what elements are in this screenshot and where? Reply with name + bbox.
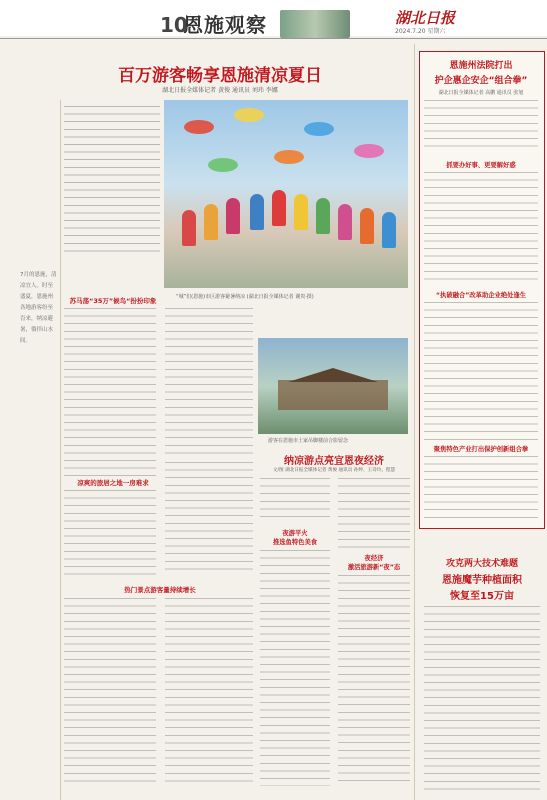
article-column xyxy=(165,598,253,786)
column-divider xyxy=(414,44,415,800)
article-column xyxy=(165,462,253,576)
secondary-photo xyxy=(258,338,408,434)
side-column xyxy=(20,270,58,347)
subhead-6b: 激活旅游新“夜”态 xyxy=(347,564,401,571)
article-column xyxy=(424,456,538,520)
article-column xyxy=(424,606,540,792)
subhead-4: 纳凉游点亮宜恩夜经济 xyxy=(284,456,384,467)
subhead-6a: 夜经济 xyxy=(364,555,384,562)
subhead-3: 热门景点游客量持续增长 xyxy=(124,586,196,594)
bottom-article-title-line1: 恩施魔芋种植面积 xyxy=(442,575,522,586)
boxed-article-title-line2: 护企惠企安企“组合拳” xyxy=(434,76,528,86)
page-number: 10 xyxy=(160,13,188,37)
subhead-4-byline: 文/图 湖北日报全媒体记者 黄俊 通讯员 孙婷、王诗玲、程慧 xyxy=(272,468,396,473)
main-photo xyxy=(164,100,408,288)
boxed-article-title-line1: 恩施州法院打出 xyxy=(449,61,513,71)
article-column xyxy=(424,100,538,152)
article-column xyxy=(64,308,156,476)
side-column-text: 7月的恩施，清凉宜人。时至盛夏，恩施州各地游客纷至沓来，纳凉避暑，徜徉山水间。 xyxy=(20,272,57,344)
boxed-subhead-3: 聚焦特色产业打出保护创新组合拳 xyxy=(433,446,529,453)
bottom-article-kicker: 攻克两大技术难题 xyxy=(445,559,518,569)
main-byline: 湖北日报全媒体记者 黄俊 通讯员 刘玮 李娜 xyxy=(162,87,278,94)
article-column xyxy=(64,490,156,576)
page-header xyxy=(0,0,547,36)
intro-paragraph xyxy=(64,106,160,256)
bottom-article-title-line2: 恢复至15万亩 xyxy=(450,591,514,602)
boxed-article-byline: 湖北日报全媒体记者 高鹏 通讯员 张旭 xyxy=(438,90,524,96)
secondary-photo-caption: 游客在恩施市土家吊脚楼前合影留念 xyxy=(268,438,349,444)
issue-date: 2024.7.20 星期六 xyxy=(395,28,446,35)
section-title: 恩施观察 xyxy=(183,13,267,37)
article-column xyxy=(165,308,253,458)
header-divider xyxy=(0,38,547,39)
boxed-subhead-1: 抓要办好事、更要解好惑 xyxy=(446,162,516,169)
column-divider xyxy=(60,100,61,800)
newspaper-logo: 湖北日报 xyxy=(395,9,456,27)
photo-caption: “城”们(恩施)市区游客避暑纳凉 (湖北日报全媒体记者 谢贵·摄) xyxy=(176,294,314,300)
subhead-5a: 夜游平火 xyxy=(282,530,308,537)
article-column xyxy=(64,598,156,786)
article-column xyxy=(338,478,410,550)
article-column xyxy=(260,478,330,522)
main-headline: 百万游客畅享恩施清凉夏日 xyxy=(118,66,322,86)
boxed-subhead-2: “执破融合”改革助企业绝处逢生 xyxy=(435,292,527,299)
subhead-1: 苏马荡“35万”候鸟“扮扮印象 xyxy=(69,297,157,305)
header-photo xyxy=(280,10,350,38)
subhead-5b: 推选鱼特色美食 xyxy=(272,539,318,546)
article-column xyxy=(260,550,330,786)
article-column xyxy=(338,575,410,786)
subhead-2: 凉爽的旅居之地一房难求 xyxy=(77,479,149,487)
article-column xyxy=(424,172,538,284)
article-column xyxy=(424,302,538,442)
